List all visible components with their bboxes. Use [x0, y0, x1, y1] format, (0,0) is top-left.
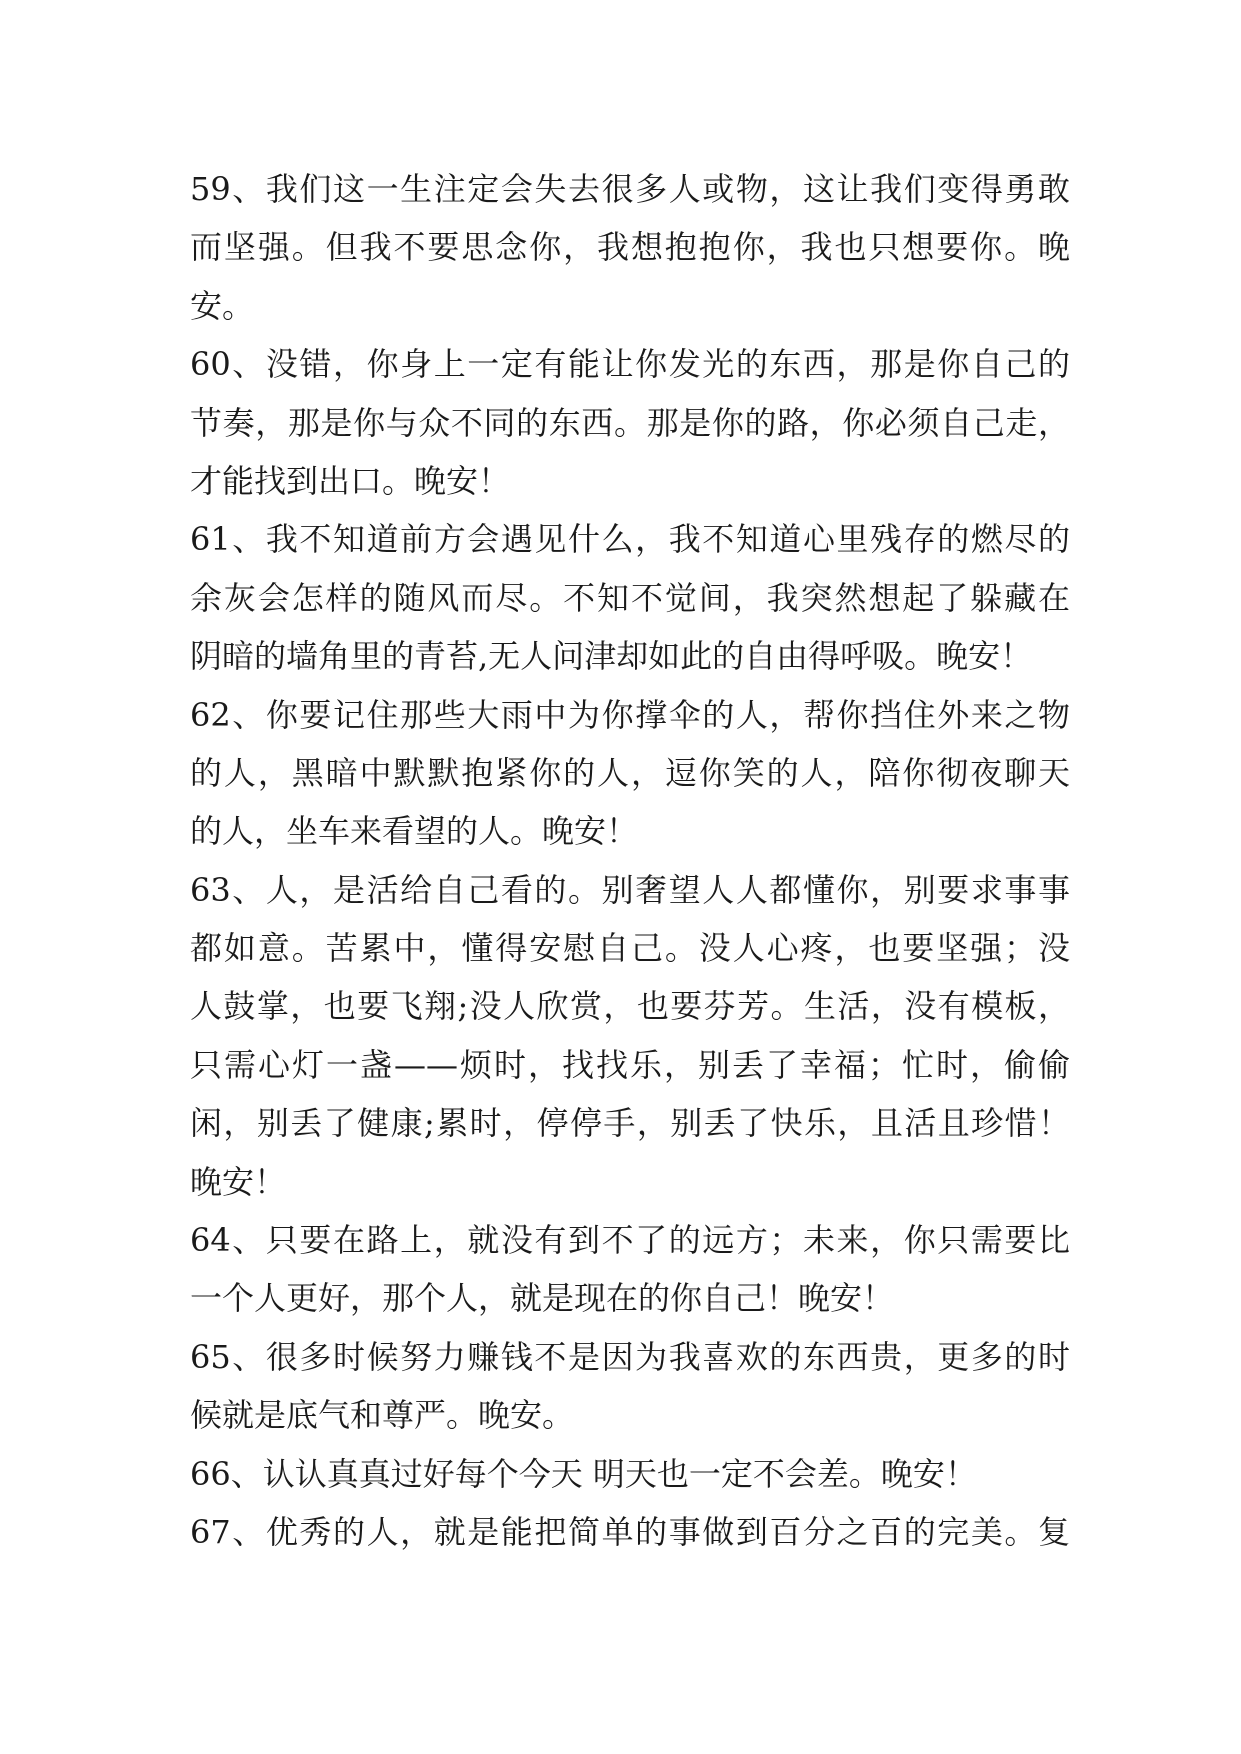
text-line: 而坚强。但我不要思念你，我想抱抱你，我也只想要你。晚: [190, 228, 1070, 267]
text-line: 安。: [190, 286, 255, 325]
text-line: 62、你要记住那些大雨中为你撑伞的人，帮你挡住外来之物: [190, 695, 1070, 734]
text-line: 60、没错，你身上一定有能让你发光的东西，那是你自己的: [190, 345, 1070, 384]
text-line: 63、人，是活给自己看的。别奢望人人都懂你，别要求事事: [190, 870, 1070, 909]
text-line: 只需心灯一盏——烦时，找找乐，别丢了幸福；忙时，偷偷: [190, 1045, 1070, 1084]
text-line: 候就是底气和尊严。晚安。: [190, 1396, 575, 1435]
text-line: 59、我们这一生注定会失去很多人或物，这让我们变得勇敢: [190, 170, 1070, 208]
text-line: 晚安！: [190, 1162, 287, 1201]
text-line: 61、我不知道前方会遇见什么，我不知道心里残存的燃尽的: [190, 520, 1070, 559]
text-line: 的人，黑暗中默默抱紧你的人，逗你笑的人，陪你彻夜聊天: [190, 753, 1070, 792]
text-line: 人鼓掌，也要飞翔;没人欣赏，也要芬芳。生活，没有模板，: [190, 987, 1070, 1026]
text-line: 的人，坐车来看望的人。晚安！: [190, 812, 639, 851]
text-line: 66、认认真真过好每个今天 明天也一定不会差。晚安！: [190, 1454, 977, 1493]
document-body: [190, 160, 1070, 1561]
text-line: 闲，别丢了健康;累时，停停手，别丢了快乐，且活且珍惜！: [190, 1104, 1070, 1143]
text-line: 余灰会怎样的随风而尽。不知不觉间，我突然想起了躲藏在: [190, 578, 1070, 617]
text-line: 都如意。苦累中，懂得安慰自己。没人心疼，也要坚强；没: [190, 929, 1070, 968]
text-line: 才能找到出口。晚安！: [190, 461, 511, 500]
text-line: 64、只要在路上，就没有到不了的远方；未来，你只需要比: [190, 1221, 1070, 1260]
text-line: 65、很多时候努力赚钱不是因为我喜欢的东西贵，更多的时: [190, 1337, 1070, 1376]
text-line: 阴暗的墙角里的青苔,无人问津却如此的自由得呼吸。晚安！: [190, 637, 1033, 676]
text-line: 一个人更好，那个人，就是现在的你自己！晚安！: [190, 1279, 895, 1318]
text-line: 节奏，那是你与众不同的东西。那是你的路，你必须自己走，: [190, 403, 1070, 442]
text-line: 67、优秀的人，就是能把简单的事做到百分之百的完美。复: [190, 1512, 1070, 1551]
